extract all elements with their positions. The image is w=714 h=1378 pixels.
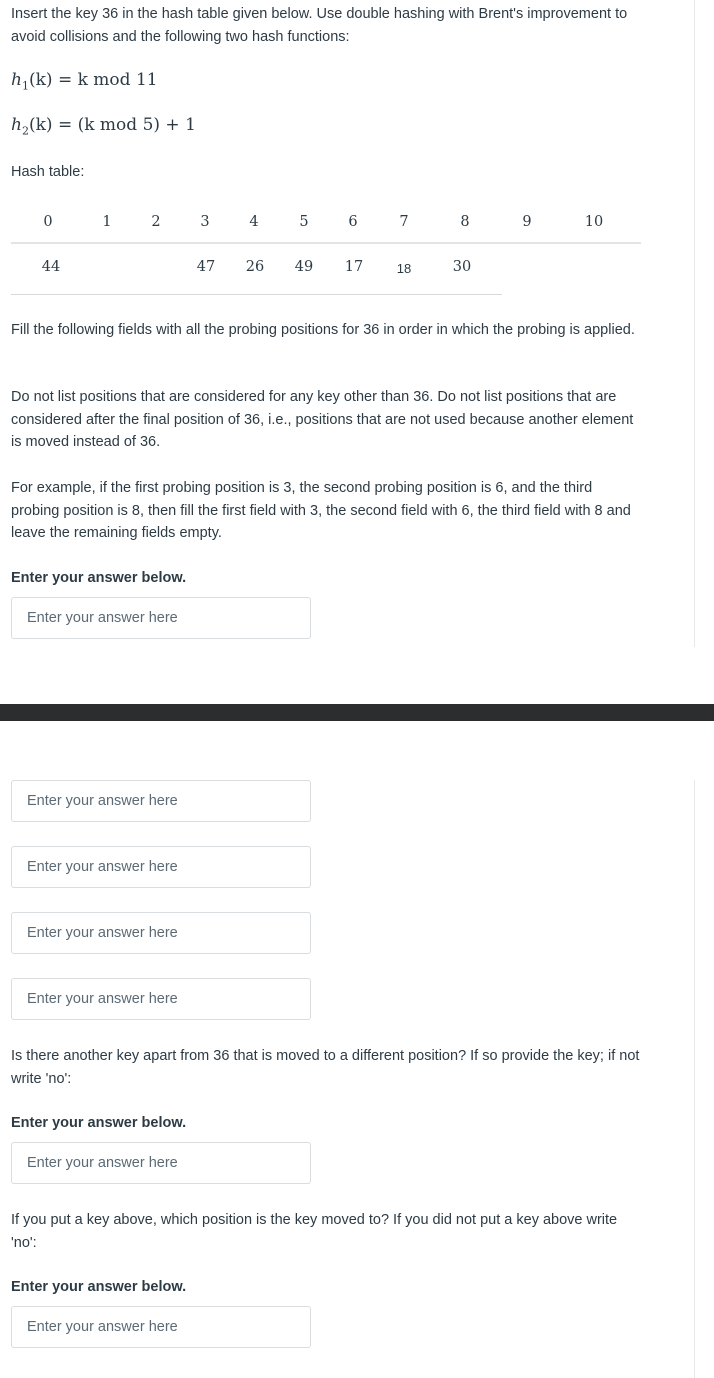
- answer-label: Enter your answer below.: [11, 570, 187, 586]
- question-intro: Insert the key 36 in the hash table given below. Use double hashing with Brent's improvement to avoid collisions and the following two hash functions:: [11, 6, 628, 45]
- probe-position-input-5[interactable]: [11, 978, 311, 1020]
- table-header: 1: [102, 214, 112, 230]
- table-header: 5: [299, 214, 309, 230]
- screenshot-divider-band: [0, 704, 714, 721]
- table-header: 8: [460, 214, 470, 230]
- table-cell: 47: [196, 259, 216, 275]
- table-cell: 30: [452, 259, 472, 275]
- table-cell: 26: [245, 259, 265, 275]
- table-bottom-rule: [11, 294, 502, 295]
- table-header: 6: [348, 214, 358, 230]
- question-moved-key: Is there another key apart from 36 that is moved to a different position? If so provide the key; if not write 'no':: [11, 1048, 640, 1087]
- table-header: 4: [249, 214, 259, 230]
- table-header: 9: [522, 214, 532, 230]
- content-border: [694, 0, 695, 647]
- example-paragraph: For example, if the first probing position is 3, the second probing position is 6, and the third probing position is 8, then fill the first field with 3, the second field with 6, the third field with 8 and leave the remaining fields empty.: [11, 480, 631, 541]
- instruction-paragraph: Fill the following fields with all the probing positions for 36 in order in which the probing is applied.: [11, 322, 635, 338]
- answer-label: Enter your answer below.: [11, 1279, 187, 1295]
- table-header: 2: [151, 214, 161, 230]
- question-moved-position: If you put a key above, which position is the key moved to? If you did not put a key above write 'no':: [11, 1212, 618, 1251]
- probe-position-input-4[interactable]: [11, 912, 311, 954]
- table-cell: 49: [294, 259, 314, 275]
- moved-key-input[interactable]: [11, 1142, 311, 1184]
- hash-function-h1: $h_1(k) = k$ mod 11: [11, 70, 158, 93]
- answer-label: Enter your answer below.: [11, 1115, 187, 1131]
- table-cell: 44: [41, 259, 61, 275]
- table-cell: 18: [396, 261, 412, 276]
- content-border: [694, 780, 695, 1378]
- probe-position-input-1[interactable]: [11, 597, 311, 639]
- table-cell: 17: [344, 259, 364, 275]
- table-label: Hash table:: [11, 164, 85, 180]
- table-header-divider: [11, 242, 641, 244]
- hash-function-h2: $h_2(k) = (k$ mod 5) + 1: [11, 115, 196, 138]
- probe-position-input-3[interactable]: [11, 846, 311, 888]
- table-header: 0: [43, 214, 53, 230]
- instruction-paragraph: Do not list positions that are considered for any key other than 36. Do not list positions that are considered after the final position of 36, i.e., positions that are not used because another element is moved instead of 36.: [11, 389, 634, 450]
- moved-position-input[interactable]: [11, 1306, 311, 1348]
- table-header: 3: [200, 214, 210, 230]
- table-header: 7: [399, 214, 409, 230]
- table-header: 10: [584, 214, 604, 230]
- probe-position-input-2[interactable]: [11, 780, 311, 822]
